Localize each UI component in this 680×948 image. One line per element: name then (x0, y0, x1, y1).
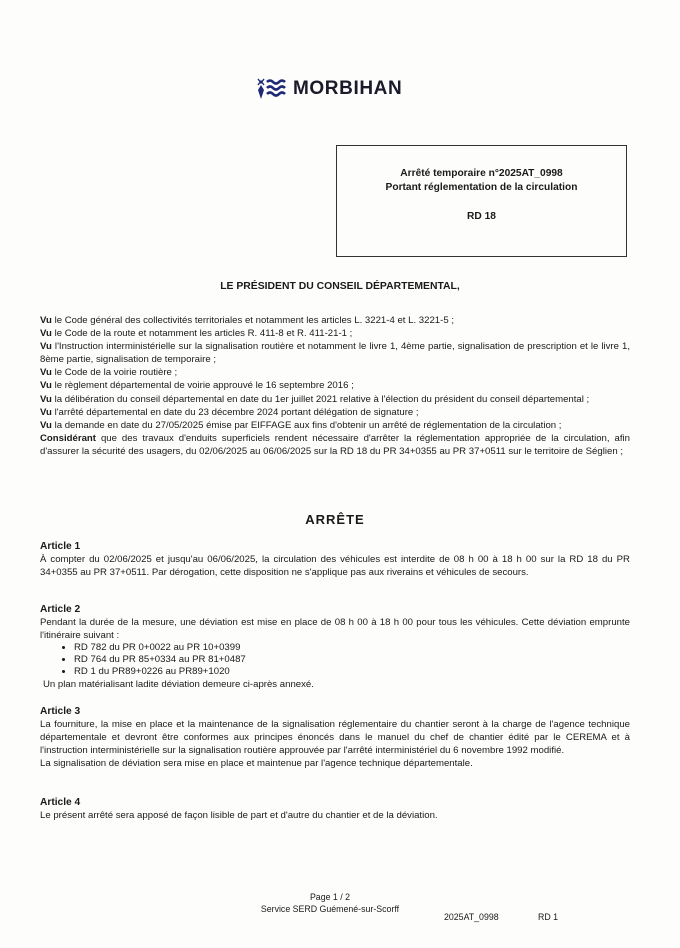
list-item: • RD 1 du PR89+0226 au PR89+1020 (74, 666, 630, 678)
article-title: Article 4 (40, 797, 81, 808)
consideration-item: Vu la délibération du conseil départemental en date du 1er juillet 2021 relative à l'élection du président du conseil départemental ; (40, 393, 590, 405)
consideration-item: Vu l'Instruction interministérielle sur la signalisation routière et notamment le livre 1, 4ème partie, signalisation de prescription et le livre 1, 8ème partie, signalisation de temporaire ; (40, 341, 630, 366)
consideration-item: Considérant que des travaux d'enduits superficiels rendent nécessaire d'arrêter la réglementation appropriée de la circulation, afin d'assurer la sécurité des usagers, du 02/06/2025 au 06/06/2025 sur la RD 18 du PR 34+0355 au PR 37+0511 sur le territoire de Séglien ; (40, 432, 630, 457)
consideration-item: Vu la demande en date du 27/05/2025 émise par EIFFAGE aux fins d'obtenir un arrêté de réglementation de la circulation ; (40, 419, 562, 431)
arrete-subject: Portant réglementation de la circulation (385, 182, 578, 193)
page-number: Page 1 / 2 (309, 892, 351, 902)
article-body: Pendant la durée de la mesure, une déviation est mise en place de 08 h 00 à 18 h 00 pour tous les véhicules. Cette déviation emprunte l'itinéraire suivant : (40, 617, 630, 642)
consideration-item: Vu le règlement départemental de voirie approuvé le 16 septembre 2016 ; (40, 380, 354, 392)
president-heading: LE PRÉSIDENT DU CONSEIL DÉPARTEMENTAL, (220, 281, 460, 292)
footer-reference: 2025AT_0998 (444, 912, 499, 922)
considerations-list (40, 314, 630, 458)
article-4 (40, 796, 630, 822)
article-2 (40, 603, 630, 691)
list-item: • RD 764 du PR 85+0334 au PR 81+0487 (74, 654, 630, 666)
consideration-item: Vu l'arrêté départemental en date du 23 décembre 2024 portant délégation de signature ; (40, 406, 419, 418)
deviation-list (40, 642, 630, 677)
article-title: Article 3 (40, 706, 81, 717)
arrete-heading: ARRÊTE (305, 512, 365, 527)
article-body: Le présent arrêté sera apposé de façon lisible de part et d'autre du chantier et de la déviation. (40, 810, 438, 821)
ermine-waves-icon (254, 77, 288, 101)
consideration-item: Vu le Code de la voirie routière ; (40, 367, 178, 379)
article-body: À compter du 02/06/2025 et jusqu'au 06/06/2025, la circulation des véhicules est interdite de 08 h 00 à 18 h 00 sur la RD 18 du PR 34+0355 au PR 37+0511. Par dérogation, cette disposition ne s'applique pas aux riverains et véhicules de secours. (40, 554, 630, 579)
article-body: La fourniture, la mise en place et la maintenance de la signalisation réglementaire du chantier seront à la charge de l'agence technique départementale et devront être conformes aux principes énoncés dans le manuel du chef de chantier édité par le CEREMA et à l'instruction interministérielle sur la signalisation routière approuvée par l'arrêté interministériel du 6 novembre 1992 modifié. (40, 719, 630, 757)
page-footer (200, 891, 460, 915)
article-title: Article 2 (40, 604, 81, 615)
service-name: Service SERD Guémené-sur-Scorff (260, 904, 400, 914)
arrete-title-box (336, 145, 627, 257)
road-label: RD 18 (467, 211, 496, 222)
morbihan-logo (254, 76, 402, 102)
arrete-number: Arrêté temporaire n°2025AT_0998 (400, 168, 563, 179)
consideration-item: Vu le Code général des collectivités territoriales et notamment les articles L. 3221-4 et L. 3221-5 ; (40, 315, 454, 326)
article-3 (40, 705, 630, 770)
logo-text: MORBIHAN (293, 78, 403, 99)
article-1 (40, 540, 630, 579)
consideration-item: Vu le Code de la route et notamment les articles R. 411-8 et R. 411-21-1 ; (40, 328, 353, 340)
list-item: • RD 782 du PR 0+0022 au PR 10+0399 (74, 642, 630, 654)
article-title: Article 1 (40, 541, 81, 552)
footer-road: RD 1 (538, 912, 559, 922)
article-body-2: La signalisation de déviation sera mise en place et maintenue par l'agence technique départementale. (40, 758, 473, 770)
article-body-after: Un plan matérialisant ladite déviation demeure ci-après annexé. (43, 678, 314, 690)
